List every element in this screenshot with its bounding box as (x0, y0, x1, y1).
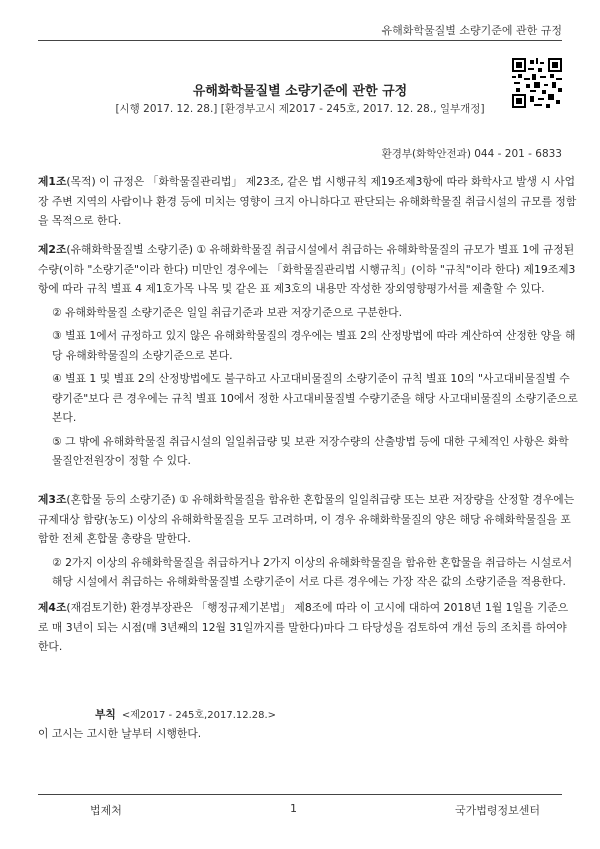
article-1-text: (목적) 이 규정은 「화학물질관리법」 제23조, 같은 법 시행규칙 제19조제3항에 따라 화학사고 발생 시 사업장 주변 지역의 사람이나 환경 등에 미치는 영향이 크지 아니하다고 판단되는 유해화학물질 취급시설의 규모를 정함을 목적으로 한다. (38, 175, 577, 227)
article-3 (38, 490, 578, 596)
article-1-number: 제1조 (38, 175, 67, 188)
article-2-paragraph-2: ② 유해화학물질 소량기준은 일일 취급기준과 보관 저장기준으로 구분한다. (52, 305, 403, 319)
supplementary-body: 이 고시는 고시한 날부터 시행한다. (38, 727, 202, 740)
footer-source: 법제처 (90, 804, 122, 817)
supplementary-label: 부칙 (95, 708, 116, 721)
page-number: 1 (290, 802, 297, 815)
page-title: 유해화학물질별 소량기준에 관한 규정 (192, 84, 408, 99)
article-2-paragraph-4: ④ 별표 1 및 별표 2의 산정방법에도 불구하고 사고대비물질의 소량기준이 규칙 별표 10의 "사고대비물질별 수량기준"보다 큰 경우에는 규칙 별표 10에서 정한 사고대비물질별 수량기준을 해당 사고대비물질의 소량기준으로 본다. (52, 372, 578, 424)
article-2-text: (유해화학물질별 소량기준) ① 유해화학물질 취급시설에서 취급하는 유해화학물질의 규모가 별표 1에 규정된 수량(이하 "소량기준"이라 한다) 미만인 경우에는 「화학물질관리법 시행규칙」(이하 "규칙"이라 한다) 제19조제3항에 따라 규칙 별표 4 제1호가목 나목 및 같은 표 제3호의 내용만 작성한 장외영향평가서를 제출할 수 있다. (38, 243, 576, 295)
article-3-text: (혼합물 등의 소량기준) ① 유해화학물질을 함유한 혼합물의 일일취급량 또는 보관 저장량을 산정할 경우에는 규제대상 함량(농도) 이상의 유해화학물질을 모두 고려하며, 이 경우 유해화학물질의 양은 해당 유해화학물질을 포함한 전체 혼합물 총량을 말한다. (38, 493, 575, 545)
article-4 (38, 598, 578, 661)
header-divider (38, 40, 562, 41)
supplementary-note: <제2017 - 245호,2017.12.28.> (121, 710, 277, 721)
article-2-number: 제2조 (38, 243, 67, 256)
footer-divider (38, 794, 562, 795)
supplementary-provisions (95, 706, 276, 722)
enforcement-info: [시행 2017. 12. 28.] [환경부고시 제2017 - 245호, 2017. 12. 28., 일부개정] (115, 103, 485, 115)
article-2-paragraph-3: ③ 별표 1에서 규정하고 있지 않은 유해화학물질의 경우에는 별표 2의 산정방법에 따라 계산하여 산정한 양을 해당 유해화학물질의 소량기준으로 본다. (52, 329, 576, 362)
department-contact: 환경부(화학안전과) 044 - 201 - 6833 (381, 148, 562, 160)
footer-center-name: 국가법령정보센터 (454, 804, 540, 817)
article-4-text: (재검토기한) 환경부장관은 「행정규제기본법」 제8조에 따라 이 고시에 대하여 2018년 1월 1일을 기준으로 매 3년이 되는 시점(매 3년째의 12월 31일까지를 말한다)마다 그 타당성을 검토하여 개선 등의 조치를 하여야 한다. (38, 601, 569, 653)
article-4-number: 제4조 (38, 601, 67, 614)
article-3-paragraph-2: ② 2가지 이상의 유해화학물질을 취급하거나 2가지 이상의 유해화학물질을 함유한 혼합물을 취급하는 시설로서 해당 시설에서 취급하는 유해화학물질별 소량기준이 서로 다른 경우에는 가장 작은 값의 소량기준을 적용한다. (52, 555, 573, 588)
article-2 (38, 240, 578, 475)
running-header: 유해화학물질별 소량기준에 관한 규정 (381, 24, 562, 37)
article-2-paragraph-5: ⑤ 그 밖에 유해화학물질 취급시설의 일일취급량 및 보관 저장수량의 산출방법 등에 대한 구체적인 사항은 화학물질안전원장이 정할 수 있다. (52, 434, 569, 467)
article-1 (38, 172, 578, 235)
article-3-number: 제3조 (38, 493, 67, 506)
